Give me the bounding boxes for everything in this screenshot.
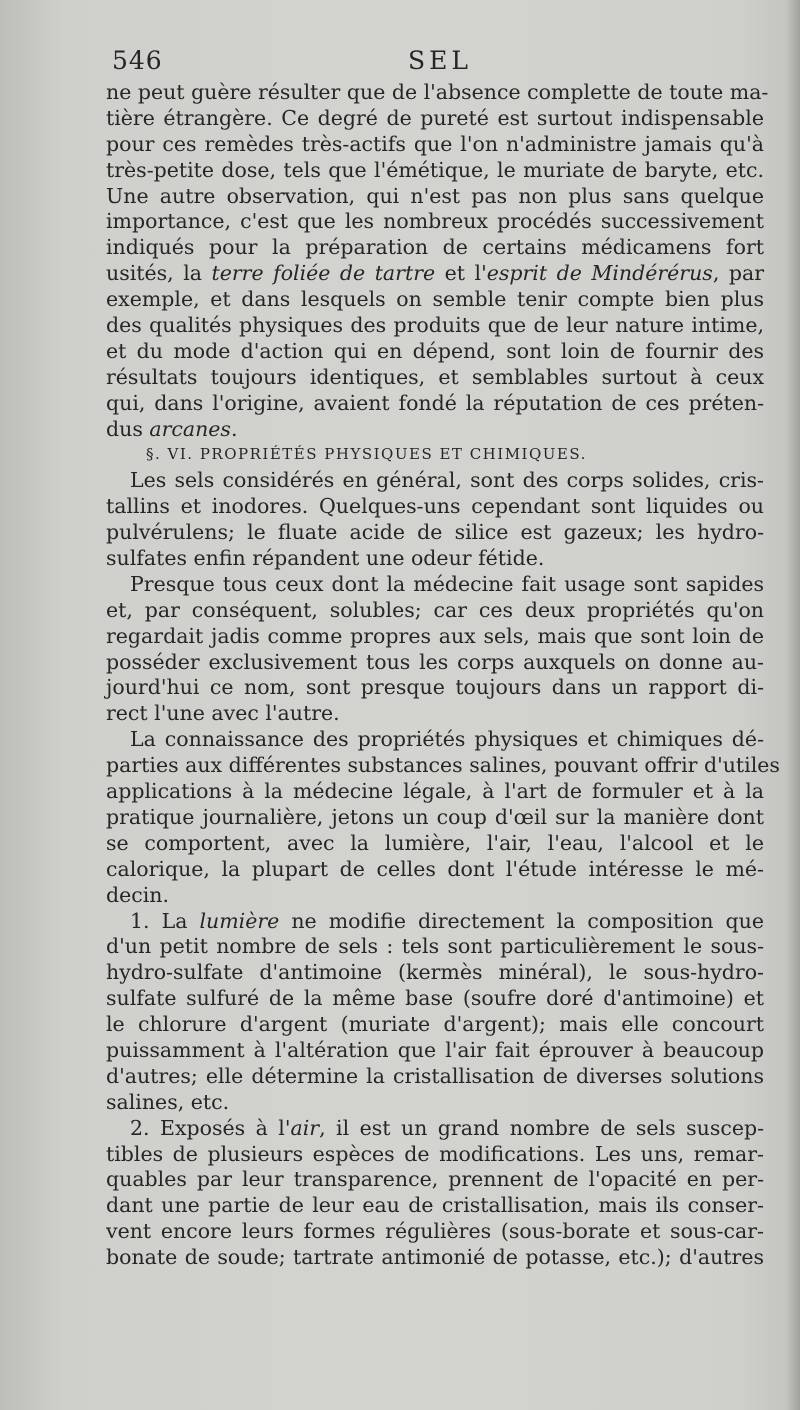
text-line: tallins et inodores. Quelques-uns cependant sont liquides ou — [106, 494, 764, 519]
text-line: calorique, la plupart de celles dont l'étude intéresse le mé- — [106, 856, 764, 881]
text-line: ne peut guère résulter que de l'absence complette de toute ma- — [106, 80, 769, 104]
text-line: decin. — [106, 882, 170, 907]
text-line: applications à la médecine légale, à l'art de formuler et à la — [106, 779, 764, 804]
text-line: résultats toujours identiques, et semblables surtout à ceux — [106, 364, 764, 389]
text-line: pratique journalière, jetons un coup d'œil sur la manière dont — [106, 804, 764, 829]
text-line: sulfates enfin répandent une odeur fétide. — [106, 546, 545, 571]
text-line: importance, c'est que les nombreux procédés successivement — [106, 209, 764, 234]
text-line: rect l'une avec l'autre. — [106, 701, 340, 726]
text-line: hydro-sulfate d'antimoine (kermès minéral), le sous-hydro- — [106, 960, 764, 985]
text-line: exemple, et dans lesquels on semble tenir compte bien plus — [106, 287, 764, 312]
text-line: indiqués pour la préparation de certains médicamens fort — [106, 235, 764, 260]
text-line: salines, etc. — [106, 1089, 230, 1114]
running-head: SEL — [408, 46, 472, 75]
text-line: tibles de plusieurs espèces de modifications. Les uns, remar- — [106, 1141, 764, 1166]
text-line: puissamment à l'altération que l'air fait éprouver à beaucoup — [106, 1037, 764, 1062]
page-header — [112, 44, 762, 78]
text-line: sulfate sulfuré de la même base (soufre doré d'antimoine) et — [106, 986, 764, 1011]
text-line: le chlorure d'argent (muriate d'argent); mais elle concourt — [106, 1012, 764, 1037]
text-line: qui, dans l'origine, avaient fondé la réputation de ces préten- — [106, 390, 764, 415]
text-line: dant une partie de leur eau de cristallisation, mais ils conser- — [106, 1193, 764, 1218]
text-line: bonate de soude; tartrate antimonié de potasse, etc.); d'autres — [106, 1245, 764, 1270]
text-line: et du mode d'action qui en dépend, sont loin de fournir des — [106, 338, 764, 363]
text-line: Presque tous ceux dont la médecine fait usage sont sapides — [130, 571, 764, 596]
text-line: parties aux différentes substances salines, pouvant offrir d'utiles — [106, 753, 780, 778]
text-line: des qualités physiques des produits que de leur nature intime, — [106, 313, 764, 338]
text-line: d'autres; elle détermine la cristallisation de diverses solutions — [106, 1063, 764, 1088]
text-line: 1. La lumière ne modifie directement la composition que — [130, 908, 764, 933]
text-line: La connaissance des propriétés physiques et chimiques dé- — [130, 727, 764, 752]
text-line: tière étrangère. Ce degré de pureté est surtout indispensable — [106, 105, 764, 130]
text-line: d'un petit nombre de sels : tels sont particulièrement le sous- — [106, 934, 764, 959]
text-line: 2. Exposés à l'air, il est un grand nombre de sels suscep- — [130, 1115, 764, 1140]
text-line: posséder exclusivement tous les corps auxquels on donne au- — [106, 649, 764, 674]
text-line: quables par leur transparence, prennent de l'opacité en per- — [106, 1167, 764, 1192]
text-line: Une autre observation, qui n'est pas non plus sans quelque — [106, 183, 764, 208]
section-heading: §. VI. PROPRIÉTÉS PHYSIQUES ET CHIMIQUES. — [146, 445, 587, 464]
text-line: et, par conséquent, solubles; car ces deux propriétés qu'on — [106, 597, 764, 622]
text-line: pulvérulens; le fluate acide de silice est gazeux; les hydro- — [106, 520, 764, 545]
page-number: 546 — [112, 46, 163, 75]
text-line: très-petite dose, tels que l'émétique, le muriate de baryte, etc. — [106, 157, 764, 182]
text-line: vent encore leurs formes régulières (sous-borate et sous-car- — [106, 1219, 764, 1244]
text-line: jourd'hui ce nom, sont presque toujours dans un rapport di- — [106, 675, 764, 700]
text-line: pour ces remèdes très-actifs que l'on n'administre jamais qu'à — [106, 131, 764, 156]
page-edge-shadow — [786, 0, 800, 1410]
text-line: regardait jadis comme propres aux sels, mais que sont loin de — [106, 623, 764, 648]
text-line: se comportent, avec la lumière, l'air, l'eau, l'alcool et le — [106, 830, 764, 855]
text-line: Les sels considérés en général, sont des corps solides, cris- — [130, 468, 764, 493]
text-line: dus arcanes. — [106, 416, 238, 441]
body-text — [106, 80, 780, 1271]
text-line: usités, la terre foliée de tartre et l'esprit de Mindérérus, par — [106, 261, 764, 286]
